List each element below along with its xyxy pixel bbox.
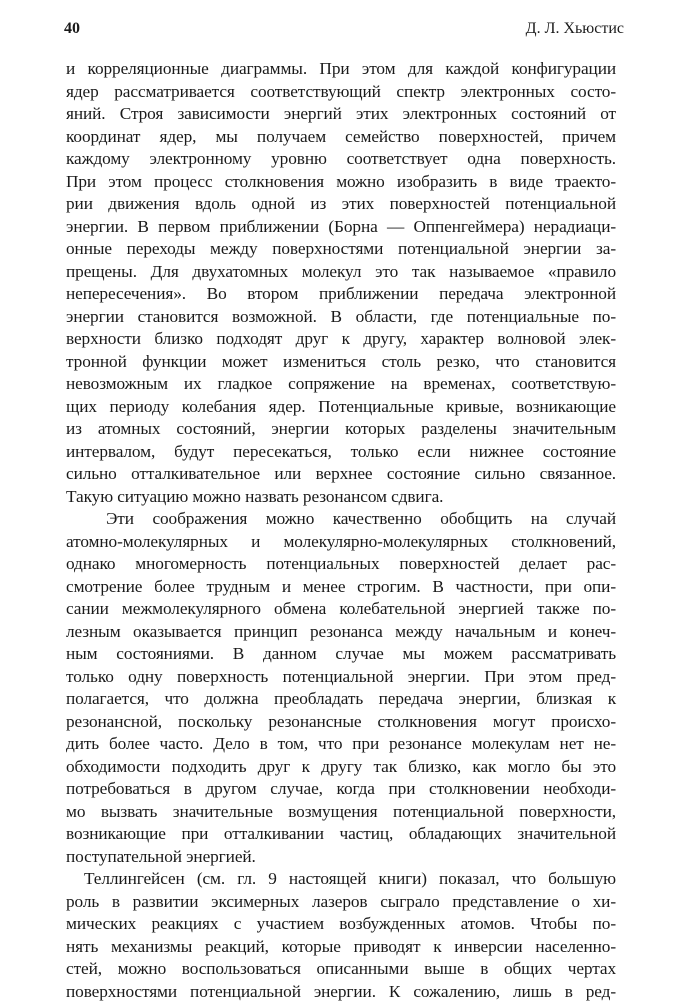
running-head: Д. Л. Хьюстис	[526, 20, 624, 38]
text-line: тронной функции может измениться столь резко, что становится	[66, 351, 616, 374]
text-line: однако многомерность потенциальных поверхностей делает рас-	[66, 553, 616, 576]
text-line: резонансной, поскольку резонансные столкновения могут происхо-	[66, 711, 616, 734]
paragraph	[66, 868, 616, 1003]
text-line: ядер рассматривается соответствующий спектр электронных состо-	[66, 81, 616, 104]
text-line: сании межмолекулярного обмена колебательной энергией также по-	[66, 598, 616, 621]
text-line: каждому электронному уровню соответствует одна поверхность.	[66, 148, 616, 171]
paragraph	[66, 508, 616, 868]
text-line: из атомных состояний, энергии которых разделены значительным	[66, 418, 616, 441]
page-number: 40	[64, 20, 80, 38]
text-line: возникающие при отталкивании частиц, обладающих значительной	[66, 823, 616, 846]
text-line: поверхностями потенциальной энергии. К сожалению, лишь в ред-	[66, 981, 616, 1003]
text-line: дить более часто. Дело в том, что при резонансе молекулам нет не-	[66, 733, 616, 756]
text-line: верхности близко подходят друг к другу, характер волновой элек-	[66, 328, 616, 351]
text-line: Теллингейсен (см. гл. 9 настоящей книги) показал, что большую	[66, 868, 616, 891]
text-line: щих периоду колебания ядер. Потенциальные кривые, возникающие	[66, 396, 616, 419]
text-line: роль в развитии эксимерных лазеров сыграло представление о хи-	[66, 891, 616, 914]
text-line: Такую ситуацию можно назвать резонансом сдвига.	[66, 486, 616, 509]
text-line: и корреляционные диаграммы. При этом для каждой конфигурации	[66, 58, 616, 81]
paragraph	[66, 58, 616, 508]
body-text	[66, 58, 616, 1003]
text-line: ным состояниями. В данном случае мы можем рассматривать	[66, 643, 616, 666]
text-line: мических реакциях с участием возбужденных атомов. Чтобы по-	[66, 913, 616, 936]
text-line: интервалом, будут пересекаться, только если нижнее состояние	[66, 441, 616, 464]
text-line: обходимости подходить друг к другу так близко, как могло бы это	[66, 756, 616, 779]
text-line: потребоваться в другом случае, когда при столкновении необходи-	[66, 778, 616, 801]
text-line: прещены. Для двухатомных молекул это так называемое «правило	[66, 261, 616, 284]
text-line: сильно отталкивательное или верхнее состояние сильно связанное.	[66, 463, 616, 486]
text-line: атомно-молекулярных и молекулярно-молекулярных столкновений,	[66, 531, 616, 554]
text-line: координат ядер, мы получаем семейство поверхностей, причем	[66, 126, 616, 149]
text-line: поступательной энергией.	[66, 846, 616, 869]
text-line: мо вызвать значительные возмущения потенциальной поверхности,	[66, 801, 616, 824]
text-line: стей, можно воспользоваться описанными выше в общих чертах	[66, 958, 616, 981]
text-line: энергии. В первом приближении (Борна — Оппенгеймера) нерадиаци-	[66, 216, 616, 239]
text-line: невозможным их гладкое сопряжение на временах, соответствую-	[66, 373, 616, 396]
text-line: энергии становится возможной. В области, где потенциальные по-	[66, 306, 616, 329]
text-line: полагается, что должна преобладать передача энергии, близкая к	[66, 688, 616, 711]
text-line: непересечения». Во втором приближении передача электронной	[66, 283, 616, 306]
text-line: яний. Строя зависимости энергий этих электронных состояний от	[66, 103, 616, 126]
text-line: рии движения вдоль одной из этих поверхностей потенциальной	[66, 193, 616, 216]
text-line: лезным оказывается принцип резонанса между начальным и конеч-	[66, 621, 616, 644]
text-line: При этом процесс столкновения можно изобразить в виде траекто-	[66, 171, 616, 194]
text-line: только одну поверхность потенциальной энергии. При этом пред-	[66, 666, 616, 689]
text-line: Эти соображения можно качественно обобщить на случай	[66, 508, 616, 531]
text-line: нять механизмы реакций, которые приводят к инверсии населенно-	[66, 936, 616, 959]
text-line: онные переходы между поверхностями потенциальной энергии за-	[66, 238, 616, 261]
text-line: смотрение более трудным и менее строгим. В частности, при опи-	[66, 576, 616, 599]
